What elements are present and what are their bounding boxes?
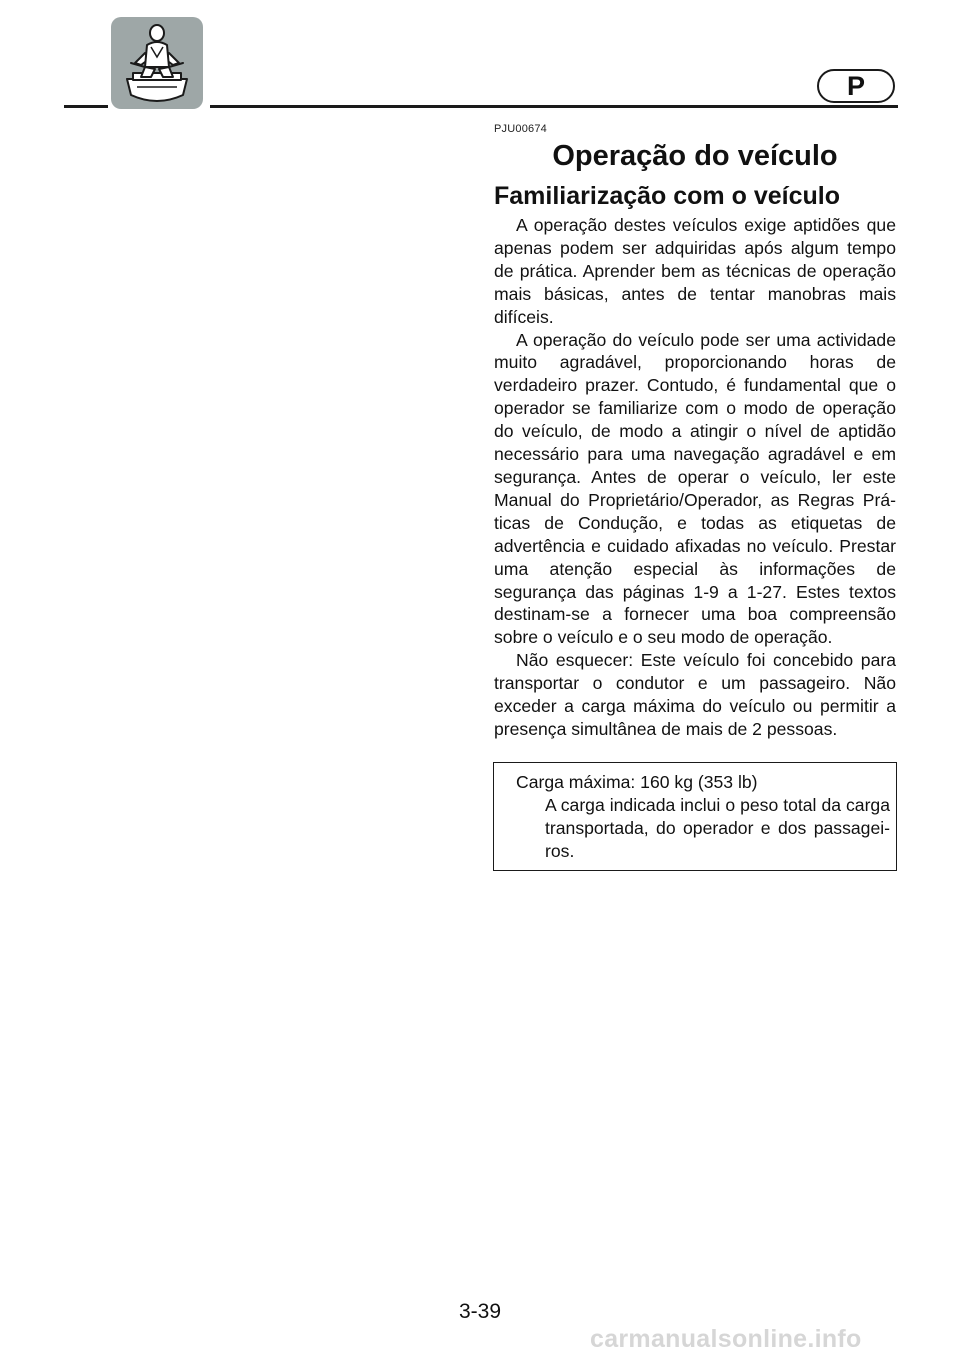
section-title: Operação do veículo: [552, 140, 838, 172]
watermark: carmanualsonline.info: [590, 1325, 862, 1353]
paragraph: Não esquecer: Este veículo foi concebido para transportar o condutor e um passageiro. Não exceder a carga máxima do veículo ou permitir a presença simultânea de mais de 2 pessoas.: [494, 650, 896, 739]
paragraph: A operação destes veículos exige aptidões que apenas podem ser adquiridas após algum tempo de prática. Aprender bem as técnicas de operação mais básicas, antes de tentar manobras mais difíceis.: [494, 215, 896, 327]
paragraph: A operação do veículo pode ser uma actividade muito agradável, proporcionando horas de verdadeiro prazer. Contudo, é fundamental que o operador se familiarize com o modo de operação do veículo, de modo a atingir o nível de aptidão necessário para uma navegação agradável e em segurança. Antes de operar o veículo, ler este Manual do Proprietário/Operador, as Regras Práticas de Condução, e todas as etiquetas de advertência e cuidado afixadas no veículo. Prestar uma atenção especial às informações de segurança das páginas 1-9 a 1-27. Estes textos destinam-se a fornecer uma boa compreensão sobre o veículo e o seu modo de operação.: [494, 329, 896, 648]
section-subheading: Familiarização com o veículo: [494, 182, 840, 210]
document-code: PJU00674: [494, 123, 547, 135]
watercraft-rider-icon: [111, 17, 203, 109]
max-load-box: [493, 762, 897, 871]
language-badge: P: [817, 69, 895, 103]
max-load-line: Carga máxima: 160 kg (353 lb): [516, 772, 758, 792]
body-text: [494, 214, 896, 741]
page-number: 3-39: [458, 1300, 502, 1323]
header-rule-left: [64, 105, 108, 108]
header-rule-right: [210, 105, 898, 108]
max-load-note: A carga indicada inclui o peso total da carga transportada, do operador e dos passageiros.: [545, 794, 890, 861]
